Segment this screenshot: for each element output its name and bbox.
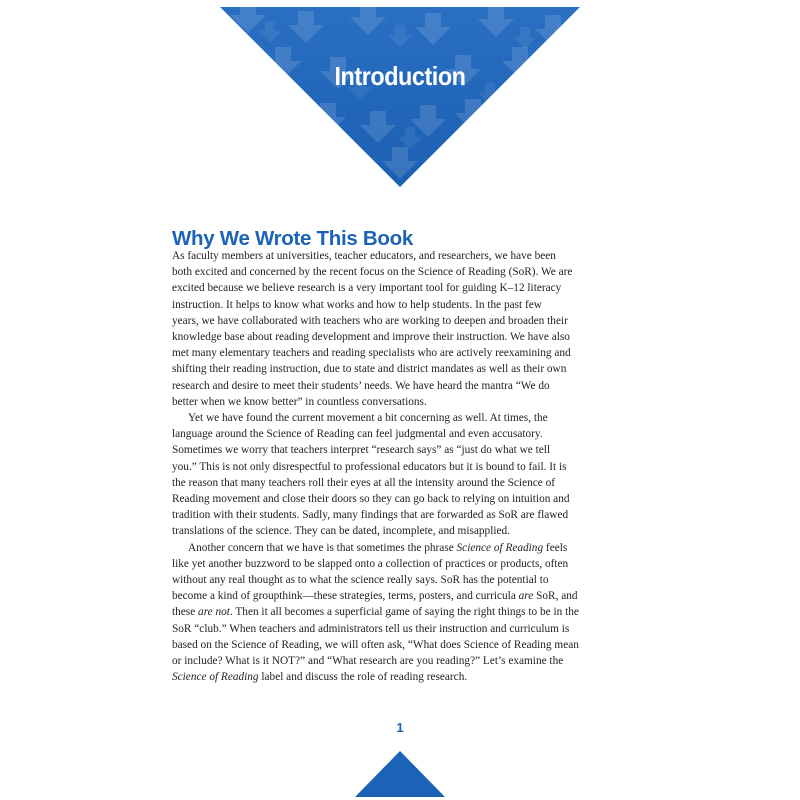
text-segment: you.” This is not only disrespectful to professional educators but it is bound to fail. It is	[172, 460, 567, 473]
italic-text: Science of Reading	[456, 541, 544, 554]
text-segment: met many elementary teachers and reading specialists who are actively reexamining and	[172, 347, 571, 360]
text-line	[172, 410, 642, 426]
text-segment: tradition with their students. Sadly, many findings that are forwarded as SoR are flawed	[172, 509, 569, 522]
section-heading: Why We Wrote This Book	[172, 227, 413, 250]
text-segment: label and discuss the role of reading research.	[258, 671, 468, 684]
chapter-title: Introduction	[334, 61, 466, 91]
text-line	[172, 572, 642, 588]
text-segment: years, we have collaborated with teachers who are working to deepen and broaden their	[172, 314, 568, 327]
text-segment: translations of the science. They can be dated, incomplete, and misapplied.	[172, 525, 510, 538]
text-line	[172, 313, 642, 329]
text-segment: better when we know better” in countless conversations.	[172, 395, 427, 408]
text-line	[172, 604, 642, 620]
text-segment: Reading movement and close their doors so they can go back to relying on intuition and	[172, 493, 570, 506]
text-segment: Sometimes we worry that teachers interpret “research says” as “just do what we tell	[172, 444, 550, 457]
text-line	[172, 329, 642, 345]
text-line	[172, 280, 642, 296]
text-segment: As faculty members at universities, teacher educators, and researchers, we have been	[172, 250, 556, 262]
text-segment: Yet we have found the current movement a bit concerning as well. At times, the	[188, 412, 548, 425]
body-paragraph	[172, 248, 642, 410]
text-segment: Another concern that we have is that sometimes the phrase	[188, 541, 457, 554]
text-line	[172, 426, 642, 442]
body-text	[172, 248, 642, 685]
text-segment: SoR “club.” When teachers and administrators tell us their instruction and curriculum is	[172, 622, 570, 635]
body-paragraph	[172, 410, 642, 540]
text-segment: like yet another buzzword to be slapped onto a collection of practices or products, often	[172, 557, 569, 570]
text-segment: both excited and concerned by the recent focus on the Science of Reading (SoR). We are	[172, 266, 573, 279]
text-segment: without any real thought as to what the science really says. SoR has the potential to	[172, 574, 549, 587]
text-line	[172, 264, 642, 280]
text-segment: . Then it all becomes a superficial game of saying the right things to be in the	[229, 606, 579, 619]
text-line	[172, 540, 642, 556]
text-line	[172, 507, 642, 523]
text-line	[172, 637, 642, 653]
text-line	[172, 588, 642, 604]
text-line	[172, 669, 642, 685]
text-line	[172, 378, 642, 394]
page-number: 1	[396, 720, 404, 735]
text-line	[172, 523, 642, 539]
text-segment: knowledge base about reading development and improve their instruction. We have also	[172, 331, 570, 344]
text-line	[172, 653, 642, 669]
text-line	[172, 459, 642, 475]
italic-text: are not	[198, 606, 230, 619]
text-line	[172, 345, 642, 361]
text-segment: based on the Science of Reading, we will often ask, “What does Science of Reading mean	[172, 638, 579, 651]
text-line	[172, 621, 642, 637]
text-segment: become a kind of groupthink—these strategies, terms, posters, and curricula	[172, 590, 519, 603]
text-segment: excited because we believe research is a very important tool for guiding K–12 literacy	[172, 282, 562, 295]
text-line	[172, 475, 642, 491]
footer-triangle	[355, 751, 445, 797]
body-paragraph	[172, 540, 642, 686]
text-line	[172, 442, 642, 458]
text-line	[172, 556, 642, 572]
italic-text: are	[518, 590, 534, 603]
text-line	[172, 297, 642, 313]
text-segment: SoR, and	[533, 590, 578, 603]
text-segment: these	[172, 606, 199, 619]
text-segment: or include? What is it NOT?” and “What research are you reading?” Let’s examine the	[172, 655, 564, 668]
text-segment: instruction. It helps to know what works and how to help students. In the past few	[172, 298, 542, 311]
text-segment: the reason that many teachers roll their eyes at all the intensity around the Science of	[172, 476, 556, 489]
text-segment: research and desire to meet their students’ needs. We have heard the mantra “We do	[172, 379, 550, 392]
text-line	[172, 394, 642, 410]
text-segment: feels	[543, 541, 568, 554]
text-segment: shifting their reading instruction, due to state and district mandates as well as their own	[172, 363, 567, 376]
text-segment: language around the Science of Reading can feel judgmental and even accusatory.	[172, 428, 543, 441]
chapter-banner	[220, 7, 580, 187]
italic-text: Science of Reading	[172, 671, 259, 684]
text-line	[172, 491, 642, 507]
text-line	[172, 361, 642, 377]
text-line	[172, 248, 642, 264]
